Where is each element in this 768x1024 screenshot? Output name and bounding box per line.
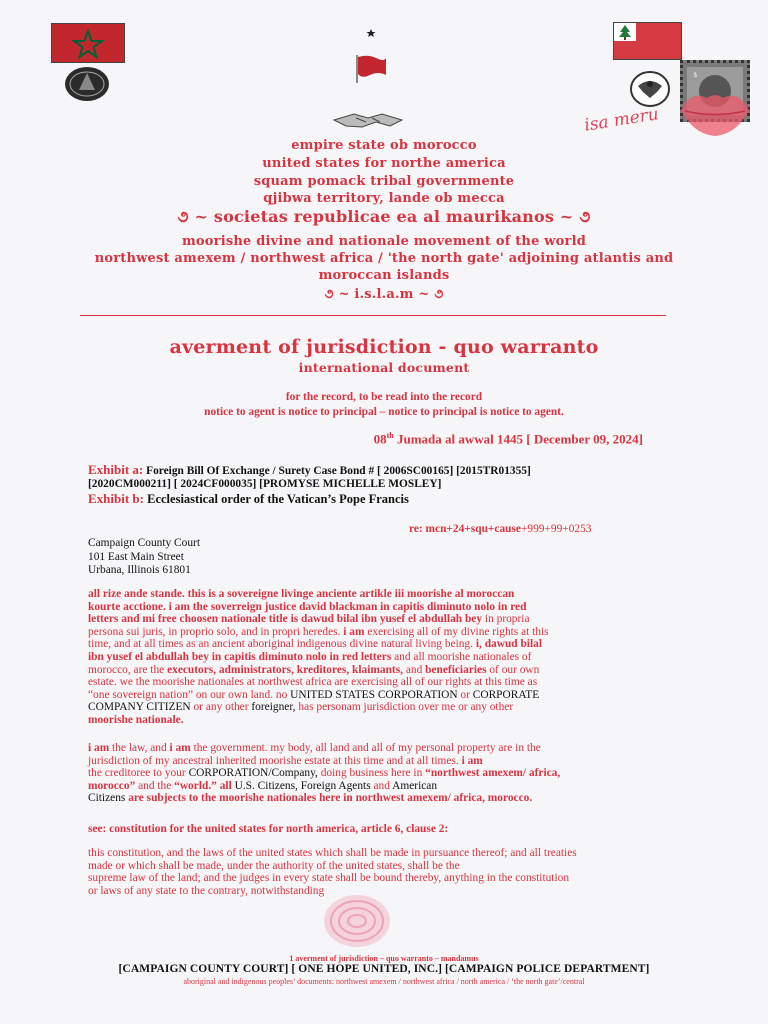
p1-span: letters and mi free choosen nationale title is dawud bilal ibn yusef el abdullah bey <box>88 613 483 626</box>
p2-span: doing business here in <box>317 767 426 780</box>
exhibit-b <box>88 491 409 507</box>
tree-flag-icon <box>613 22 682 60</box>
seal-icon <box>64 66 110 102</box>
p3-line: made or which shall be made, under the authority of the united states, shall be the <box>88 859 460 872</box>
moroccan-flag-icon <box>51 23 125 63</box>
p1-line <box>88 689 688 702</box>
p2-span: are subjects to the moorishe nationales here in northwest amexem/ africa, morocco. <box>125 792 533 805</box>
p2-span: and <box>370 779 393 792</box>
re-reference-bold: re: mcn+24+squ+cause <box>409 523 521 535</box>
p2-span: jurisdiction of my ancestral inherited moorishe estate at this time and at all times. <box>88 754 462 767</box>
p1-span: exercising all of my divine rights at this <box>364 625 549 638</box>
societas-text: ~ societas republicae ea al maurikanos ~ <box>194 207 574 226</box>
ornament-right-icon: ૭ <box>434 287 444 302</box>
region-line-2: moroccan islands <box>318 268 450 283</box>
date-suffix: th <box>386 431 394 440</box>
ornament-left-icon: ૭ <box>177 207 189 226</box>
footer-line-3: aboriginal and indigenous peoples’ documents: northwest amexem / northwest africa / north america / ‘the north gate’/central <box>183 977 585 986</box>
p2-line <box>88 742 688 755</box>
p1-span: “one sovereign nation” on our own land. no <box>88 688 291 701</box>
p2-span: the creditoree to your <box>88 767 189 780</box>
p2-span: CORPORATION/Company, <box>188 767 318 780</box>
notice-line-2: notice to agent is notice to principal – notice to principal is notice to agent. <box>204 406 564 418</box>
p2-line <box>88 755 688 768</box>
header-line-4: qjibwa territory, lande ob mecca <box>263 191 505 206</box>
footer-line-2: [CAMPAIGN COUNTY COURT] [ ONE HOPE UNITED, INC.] [CAMPAIGN POLICE DEPARTMENT] <box>118 963 650 975</box>
p1-span: or any other <box>190 701 252 714</box>
p1-line <box>88 701 688 714</box>
p1-span: and all moorishe nationales of <box>391 650 532 663</box>
p1-line <box>88 664 688 677</box>
p1-span: morocco, are the <box>88 663 168 676</box>
notice-line-1: for the record, to be read into the record <box>285 391 483 403</box>
p1-span: time, and at all times as an ancient aboriginal indigenous divine natural living being. <box>88 638 476 651</box>
p2-span: Citizens <box>88 792 126 805</box>
p2-line <box>88 780 688 793</box>
header-line-1: empire state ob morocco <box>291 138 477 153</box>
p1-span: or <box>457 688 473 701</box>
handshake-icon <box>332 108 404 130</box>
p1-span: executors, administrators, kreditores, klaimants, <box>167 663 403 676</box>
p2-span: American <box>392 779 438 792</box>
p1-line <box>88 626 688 639</box>
p2-line <box>88 792 688 805</box>
exhibit-a-label: Exhibit a: <box>88 462 144 477</box>
p2-span: all <box>216 779 232 792</box>
re-reference <box>409 523 592 535</box>
document-date <box>374 431 643 447</box>
p2-line <box>88 767 688 780</box>
header-divider <box>80 315 666 316</box>
p2-span: U.S. Citizens, Foreign Agents <box>231 779 371 792</box>
p1-span: foreigner, <box>251 701 296 714</box>
address-line-2: 101 East Main Street <box>88 550 184 563</box>
flag-icon <box>354 53 388 83</box>
societas-line <box>0 207 768 227</box>
court-address <box>88 537 200 578</box>
address-line-1: Campaign County Court <box>88 537 201 549</box>
p1-span: ibn yusef el abdullah bey in capitis diminuto nolo in red letters <box>88 650 392 663</box>
p2-span: “northwest amexem/ africa, <box>425 767 561 780</box>
movement-line: moorishe divine and nationale movement of the world <box>181 234 587 249</box>
thumbprint-icon <box>322 893 392 949</box>
p3-line: this constitution, and the laws of the united states which shall be made in pursuance thereof; and all treaties <box>88 847 577 859</box>
signature: isa meru <box>582 104 661 136</box>
p1-span: UNITED STATES CORPORATION <box>290 688 458 701</box>
p1-span: i am <box>343 625 365 638</box>
p1-line: estate. we the moorishe nationales at northwest africa are exercising all of our rights at this time as <box>88 676 538 689</box>
exhibit-a-text-1: Foreign Bill Of Exchange / Surety Case Bond # [ 2006SC00165] [2015TR01355] <box>143 465 531 477</box>
exhibit-a-text-2: [2020CM000211] [ 2024CF000035] [PROMYSE MICHELLE MOSLEY] <box>88 478 442 490</box>
re-reference-rest: +999+99+0253 <box>520 523 592 535</box>
p1-line: all rize ande stande. this is a sovereigne livinge anciente artikle iii moorishe al moroccan <box>88 588 515 600</box>
exhibit-a <box>88 463 531 491</box>
p2-span: i am <box>88 742 110 754</box>
p1-span: has personam jurisdiction over me or any other <box>295 701 514 714</box>
exhibit-b-text: Ecclesiastical order of the Vatican’s Pope Francis <box>144 492 409 506</box>
crescent-star-icon <box>348 20 380 46</box>
p1-line: kourte acctione. i am the soverreign justice david blackman in capitis diminuto nolo in red <box>88 600 527 613</box>
p2-span: and the <box>135 779 175 792</box>
paragraph-1 <box>88 588 688 727</box>
ornament-right-icon: ૭ <box>579 207 591 226</box>
p1-span: persona sui juris, in proprio solo, and in propri heredes. <box>88 625 344 638</box>
p1-span: of our own <box>486 663 540 676</box>
region-line-1: northwest amexem / northwest africa / 'the north gate' adjoining atlantis and <box>94 251 674 266</box>
document-subtitle: international document <box>298 360 470 375</box>
p2-span: i am <box>461 754 483 767</box>
ornament-left-icon: ૭ <box>324 287 334 302</box>
p3-line: or laws of any state to the contrary, notwithstanding <box>88 884 325 897</box>
lip-print-icon <box>677 84 753 140</box>
p2-span: morocco” <box>88 779 136 792</box>
document-title: averment of jurisdiction - quo warranto <box>169 336 599 358</box>
p3-line: supreme law of the land; and the judges in every state shall be bound thereby, anything in the constitution <box>88 872 570 885</box>
p1-line <box>88 613 688 626</box>
p1-span: CORPORATE <box>472 688 540 701</box>
paragraph-2 <box>88 742 688 805</box>
svg-text:$: $ <box>693 71 698 79</box>
date-rest: Jumada al awwal 1445 [ December 09, 2024] <box>393 431 643 447</box>
p1-span: in propria <box>482 613 530 626</box>
p2-span: the government. my body, all land and all of my personal property are in the <box>190 742 541 754</box>
address-line-3: Urbana, Illinois 61801 <box>88 564 191 576</box>
paragraph-3 <box>88 847 688 897</box>
eagle-seal-icon <box>629 70 671 108</box>
see-reference: see: constitution for the united states for north america, article 6, clause 2: <box>88 823 449 835</box>
p1-span: COMPANY CITIZEN <box>88 701 191 714</box>
p1-span: i, dawud bilal <box>475 638 542 651</box>
p1-line <box>88 651 688 664</box>
p2-span: the law, and <box>109 742 170 754</box>
date-day: 08 <box>373 431 387 447</box>
p2-span: i am <box>169 742 191 754</box>
islam-line <box>0 286 768 304</box>
header-line-2: united states for northe america <box>262 156 506 171</box>
p2-span: “world.” <box>174 779 217 792</box>
p1-span: beneficiaries <box>425 663 487 676</box>
header-line-3: squam pomack tribal governmente <box>253 174 515 189</box>
islam-text: ~ i.s.l.a.m ~ <box>338 287 430 302</box>
p1-span: and <box>402 663 426 676</box>
p1-line <box>88 638 688 651</box>
exhibit-b-label: Exhibit b: <box>88 491 144 506</box>
p1-line: moorishe nationale. <box>88 713 184 726</box>
footer-line-1: 1 averment of jurisdiction – quo warranto – mandamus <box>289 954 479 963</box>
